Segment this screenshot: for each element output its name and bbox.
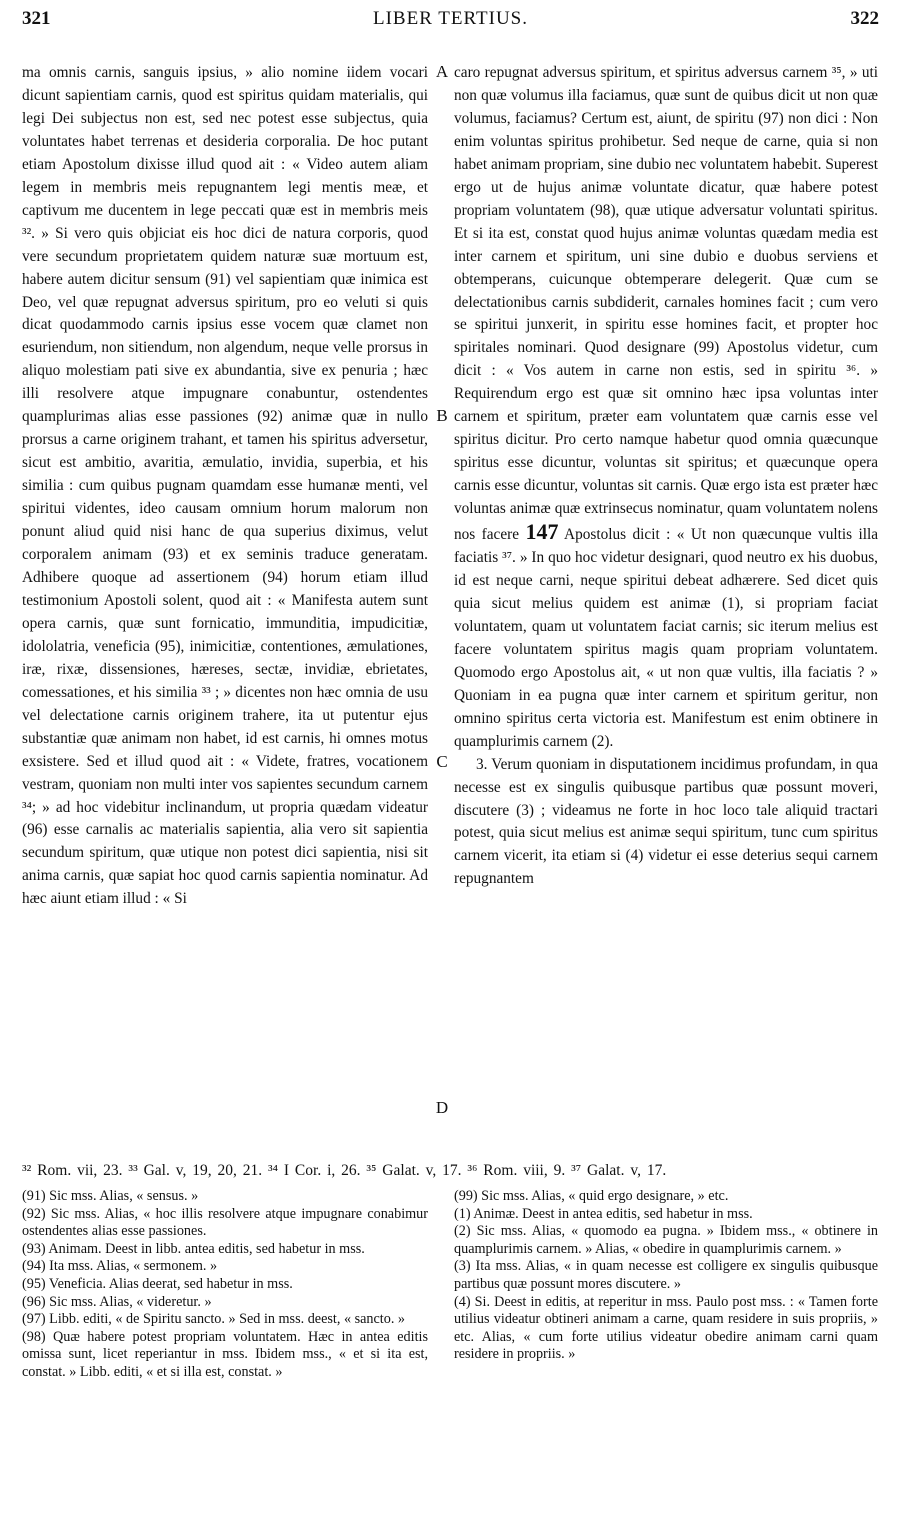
footnote: (94) Ita mss. Alias, « sermonem. » — [22, 1258, 218, 1275]
right-paragraph-1-end: Apostolus dicit : « Ut non quæcunque vultis illa faciatis ³⁷. » In quo hoc videtur designari, quod neutro ex his duobus, id est neque carni, neque spiritui debeat adhærere. Sed dicet quis quia sicut melius quidem est animæ (1), si propriam faciat voluntatem, quam ut voluntatem faciat carnis; sic iterum melius est facere voluntatem spiritus magis quam propriam voluntatem. Quomodo ergo Apostolus ait, « ut non quæ vultis, illa faciatis ? » Quoniam in ea pugna quæ inter carnem et spiritum geritur, non omnino spiritus certa victoria est. Manifestum est enim obtinere in quamplurimis carnem (2). — [454, 526, 879, 750]
right-paragraph-1 — [454, 62, 878, 754]
right-paragraph-1-start: caro repugnat adversus spiritum, et spiritus adversus carnem ³⁵, » uti non quæ volumus illa faciamus, quæ sunt de quibus dicit ut non quæ volumus, faciamus? Certum est, aiunt, de spiritu (97) non dici : Non enim voluntas spiritus prohibetur. Sed neque de carne, quia si non habet animam propriam, sine dubio nec voluntatem habebit. Superest ergo ut de hujus animæ voluntate dicatur, quæ habere potest propriam voluntatem (98), quæ utique adversatur voluntati spiritus. Et si ita est, constat quod hujus animæ voluntas quædam media est inter carnem et spiritum, uni sine dubio e duobus serviens et obtemperans, cuicunque obtemperare delegerit. Quæ cum se delectationibus carnis subdiderit, carnales homines facit ; cum vero se spiritui junxerit, in spiritu esse homines facit, et propter hoc spiritales nominari. Quod designare (99) Apostolus videtur, cum dicit : « Vos autem in carne non estis, sed in spiritu ³⁶. » Requirendum ergo est quæ sit omnino hæc ipsa voluntas inter carnem et spiritum, præter eam voluntatem quæ carnis esse vel spiritus dicitur. Pro certo namque habetur quod omnia quæcunque spiritus esse dicuntur, voluntas sit spiritus; et quæcunque opera carnis esse dicuntur, voluntas sit carnis. Quæ ergo ista est præter hæc voluntas animæ quæ extrinsecus nominatur, quam voluntatem nolens nos facere — [454, 64, 878, 544]
footnote: (4) Si. Deest in editis, at reperitur in mss. Paulo post mss. : « Tamen forte utilius videatur obtineri animam a carne, quam residere in suis propriis, » etc. Alias, « cum forte utilius videatur obedire animam carni quam residere in propriis. » — [454, 1293, 878, 1363]
margin-letter-a: A — [435, 62, 449, 81]
running-title: LIBER TERTIUS. — [372, 8, 528, 29]
footnote: (91) Sic mss. Alias, « sensus. » — [22, 1188, 199, 1204]
margin-letter-d: D — [435, 1098, 449, 1117]
footnote: (98) Quæ habere potest propriam voluntatem. Hæc in antea editis omissa sunt, licet reperiantur in mss. Ibidem mss., « et si ita est, constat. » Libb. editi, « et si illa est, constat. » — [22, 1328, 428, 1380]
margin-letter-b: B — [436, 406, 448, 425]
column-number: 147 — [525, 519, 559, 545]
scripture-references: ³² Rom. vii, 23. ³³ Gal. v, 19, 20, 21. ³⁴ I Cor. i, 26. ³⁵ Galat. v, 17. ³⁶ Rom. viii, 9. ³⁷ Galat. v, 17. — [22, 1162, 667, 1179]
footnote: (3) Ita mss. Alias, « in quam necesse est colligere ex singulis quibusque partibus quæ possunt mores discutere. » — [454, 1258, 878, 1292]
footnote: (97) Libb. editi, « de Spiritu sancto. » Sed in mss. deest, « sancto. » — [22, 1311, 406, 1328]
running-header — [22, 8, 879, 36]
footnote: (2) Sic mss. Alias, « quomodo ea pugna. » Ibidem mss., « obtinere in quamplurimis carnem. » Alias, « obedire in quamplurimis carnem. » — [454, 1223, 878, 1257]
footnote: (92) Sic mss. Alias, « hoc illis resolvere atque impugnare conabimur ostendentes alias esse passiones. — [22, 1205, 428, 1240]
footnotes-left — [22, 1188, 428, 1382]
page-number-right: 322 — [850, 8, 879, 29]
footnote: (99) Sic mss. Alias, « quid ergo designare, » etc. — [454, 1188, 729, 1204]
left-column-text: ma omnis carnis, sanguis ipsius, » alio nomine iidem vocari dicunt sapientiam carnis, quod est spiritus quidam materialis, qui legi Dei subjectus non est, sed nec potest esse subjectus, quia voluntates habet terrenas et desideria corporalia. De hoc putant etiam Apostolum dixisse illud quod ait : « Video autem aliam legem in membris meis repugnantem legi mentis meæ, et captivum me ducentem in lege peccati quæ est in membris meis ³². » Si vero quis objiciat eis hoc dici de natura corporis, quod vere secundum proprietatem quidem naturæ suæ mortuum est, habere autem dicitur sensum (91) vel sapientiam quæ inimica est Deo, vel quæ repugnat adversus spiritum, pro eo veluti si quis dicat quodammodo carnis ipsius esse vocem quæ clamet non esuriendum, non sitiendum, non algendum, neque velle prorsus in aliquo molestiam pati sive ex abundantia, sive ex penuria ; hæc illi resolvere atque impugnare conabuntur, ostendentes quamplurimas alias esse passiones (92) animæ quæ in nullo prorsus a carne originem trahant, et tamen his spiritus adversetur, sicut est ambitio, avaritia, æmulatio, invidia, superbia, et his similia : cum quibus pugnam quamdam esse humanæ menti, vel spiritui videntes, ideo causam omnium horum malorum non ponunt aliud quid nisi hanc de qua superius diximus, velut corporalem animam (93) et ex seminis traduce generatam. Adhibere quoque ad assertionem (94) horum etiam illud testimonium Apostoli solent, quod ait : « Manifesta autem sunt opera carnis, quæ sunt fornicatio, immunditia, impudicitiæ, idololatria, veneficia (95), inimicitiæ, contentiones, æmulationes, iræ, rixæ, dissensiones, hæreses, sectæ, invidiæ, ebrietates, comessationes, et his similia ³³ ; » dicentes non hæc omnia de usu vel delectatione carnis originem trahere, ita ut putentur ejus substantiæ quæ animam non habet, id est carnis, hi omnes motus exsistere. Sed et illud quod ait : « Videte, fratres, vocationem vestram, quoniam non multi inter vos sapientes secundum carnem ³⁴; » ad hoc videbitur inclinandum, ut propria quædam videatur (96) esse carnalis ac materialis sapientia, alia vero sit sapientia secundum spiritum, quæ utique non potest dici sapientia, nisi sit anima carnis, quæ sapiat hoc quod carnis sapientia nominatur. Ad hæc aiunt etiam illud : « Si — [22, 64, 428, 908]
right-column — [454, 62, 878, 891]
footnote: (96) Sic mss. Alias, « videretur. » — [22, 1293, 212, 1310]
page-number-left: 321 — [22, 8, 51, 29]
footnote: (95) Veneficia. Alias deerat, sed habetur in mss. — [22, 1275, 293, 1292]
footnotes-right — [454, 1188, 878, 1364]
left-column — [22, 62, 428, 911]
margin-letter-c: C — [436, 752, 448, 771]
right-paragraph-2: 3. Verum quoniam in disputationem incidimus profundam, in qua necesse est ex singulis quibusque partibus quæ possunt moveri, discutere (3) ; videamus ne forte in hoc loco tale aliquid tractari potest, quia sicut melius est animæ sequi spiritum, tunc cum spiritus carnem vicerit, ita etiam si (4) videtur ei esse deterius sequi carnem repugnantem — [454, 755, 878, 888]
footnote: (1) Animæ. Deest in antea editis, sed habetur in mss. — [454, 1205, 753, 1222]
footnote: (93) Animam. Deest in libb. antea editis, sed habetur in mss. — [22, 1240, 365, 1257]
